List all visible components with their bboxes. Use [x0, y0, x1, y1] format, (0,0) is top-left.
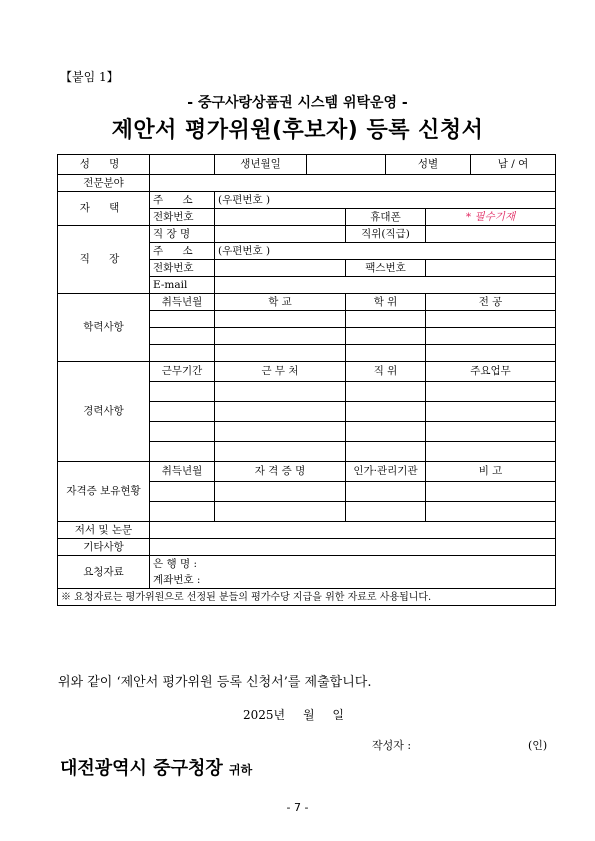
- etc-input[interactable]: [150, 539, 556, 556]
- cert-cell[interactable]: [426, 482, 556, 502]
- edu-cell[interactable]: [215, 345, 346, 362]
- application-form-table: [57, 154, 556, 606]
- career-cell[interactable]: [150, 382, 215, 402]
- row-home-address: [58, 192, 556, 209]
- mobile-required-note[interactable]: * 필수기재: [426, 209, 556, 226]
- cert-header-name: 자 격 증 명: [215, 462, 346, 482]
- edu-cell[interactable]: [150, 345, 215, 362]
- cert-cell[interactable]: [426, 502, 556, 522]
- request-label: 요청자료: [58, 556, 150, 589]
- career-cell[interactable]: [346, 382, 426, 402]
- row-papers: [58, 522, 556, 539]
- cert-cell[interactable]: [346, 482, 426, 502]
- papers-input[interactable]: [150, 522, 556, 539]
- bank-input[interactable]: 은 행 명 :: [150, 556, 556, 573]
- career-cell[interactable]: [150, 442, 215, 462]
- footnote: ※ 요청자료는 평가위원으로 선정된 분들의 평가수당 지급을 위한 자료로 사용됩니다.: [58, 589, 556, 606]
- gender-label: 성별: [386, 155, 471, 175]
- career-cell[interactable]: [215, 422, 346, 442]
- home-phone-input[interactable]: [215, 209, 346, 226]
- work-phone-label: 전화번호: [150, 260, 215, 277]
- cert-header-date: 취득년월: [150, 462, 215, 482]
- position-label: 직위(직급): [346, 226, 426, 243]
- cert-cell[interactable]: [150, 482, 215, 502]
- edu-header-degree: 학 위: [346, 294, 426, 311]
- career-header-position: 직 위: [346, 362, 426, 382]
- cert-cell[interactable]: [215, 482, 346, 502]
- row-name: [58, 155, 556, 175]
- career-cell[interactable]: [346, 442, 426, 462]
- account-input[interactable]: 계좌번호 :: [150, 572, 556, 589]
- career-cell[interactable]: [426, 442, 556, 462]
- row-cert-header: [58, 462, 556, 482]
- recipient-suffix: 귀하: [229, 763, 253, 777]
- edu-header-date: 취득년월: [150, 294, 215, 311]
- workplace-label: 직 장 명: [150, 226, 215, 243]
- career-cell[interactable]: [215, 442, 346, 462]
- cert-header-authority: 인가·관리기관: [346, 462, 426, 482]
- email-label: E-mail: [150, 277, 215, 294]
- home-label: 자 택: [58, 192, 150, 226]
- fax-input[interactable]: [426, 260, 556, 277]
- edu-header-major: 전 공: [426, 294, 556, 311]
- career-cell[interactable]: [426, 422, 556, 442]
- papers-label: 저서 및 논문: [58, 522, 150, 539]
- edu-header-school: 학 교: [215, 294, 346, 311]
- attachment-label: 【붙임 1】: [60, 70, 119, 84]
- edu-cell[interactable]: [346, 345, 426, 362]
- name-input[interactable]: [150, 155, 215, 175]
- edu-cell[interactable]: [426, 345, 556, 362]
- career-cell[interactable]: [150, 402, 215, 422]
- row-edu-header: [58, 294, 556, 311]
- row-workplace: [58, 226, 556, 243]
- edu-cell[interactable]: [346, 328, 426, 345]
- fax-label: 팩스번호: [346, 260, 426, 277]
- workplace-input[interactable]: [215, 226, 346, 243]
- seal-label: (인): [528, 739, 548, 752]
- position-input[interactable]: [426, 226, 556, 243]
- birth-label: 생년월일: [215, 155, 307, 175]
- edu-cell[interactable]: [150, 328, 215, 345]
- page-title: 제안서 평가위원(후보자) 등록 신청서: [111, 118, 484, 143]
- date-line: 2025년 월 일: [243, 708, 344, 722]
- gender-options[interactable]: 남 / 여: [471, 155, 556, 175]
- career-header-duty: 주요업무: [426, 362, 556, 382]
- career-cell[interactable]: [426, 402, 556, 422]
- specialty-label: 전문분야: [58, 175, 150, 192]
- edu-cell[interactable]: [215, 328, 346, 345]
- work-label: 직 장: [58, 226, 150, 294]
- home-address-input[interactable]: (우편번호 ): [215, 192, 556, 209]
- recipient-name: 대전광역시 중구청장: [60, 758, 223, 779]
- mobile-label: 휴대폰: [346, 209, 426, 226]
- career-header-company: 근 무 처: [215, 362, 346, 382]
- career-cell[interactable]: [346, 422, 426, 442]
- page-number: - 7 -: [286, 801, 309, 814]
- career-header-period: 근무기간: [150, 362, 215, 382]
- career-label: 경력사항: [58, 362, 150, 462]
- recipient: [60, 754, 252, 780]
- row-request: [58, 556, 556, 573]
- work-address-label: 주 소: [150, 243, 215, 260]
- email-input[interactable]: [215, 277, 556, 294]
- subtitle: - 중구사랑상품권 시스템 위탁운영 -: [187, 95, 408, 111]
- work-address-input[interactable]: (우편번호 ): [215, 243, 556, 260]
- cert-cell[interactable]: [346, 502, 426, 522]
- edu-cell[interactable]: [426, 311, 556, 328]
- home-phone-label: 전화번호: [150, 209, 215, 226]
- career-cell[interactable]: [426, 382, 556, 402]
- declaration-text: 위와 같이 ‘제안서 평가위원 등록 신청서’를 제출합니다.: [58, 675, 372, 690]
- edu-cell[interactable]: [346, 311, 426, 328]
- cert-cell[interactable]: [150, 502, 215, 522]
- row-career-header: [58, 362, 556, 382]
- row-footnote: [58, 589, 556, 606]
- birth-input[interactable]: [307, 155, 386, 175]
- edu-cell[interactable]: [426, 328, 556, 345]
- career-cell[interactable]: [150, 422, 215, 442]
- writer-label: 작성자 :: [372, 739, 412, 752]
- career-cell[interactable]: [215, 402, 346, 422]
- row-specialty: [58, 175, 556, 192]
- etc-label: 기타사항: [58, 539, 150, 556]
- cert-header-remarks: 비 고: [426, 462, 556, 482]
- specialty-input[interactable]: [150, 175, 556, 192]
- work-phone-input[interactable]: [215, 260, 346, 277]
- career-cell[interactable]: [215, 382, 346, 402]
- home-address-label: 주 소: [150, 192, 215, 209]
- edu-cell[interactable]: [150, 311, 215, 328]
- education-label: 학력사항: [58, 294, 150, 362]
- cert-label: 자격증 보유현황: [58, 462, 150, 522]
- cert-cell[interactable]: [215, 502, 346, 522]
- row-etc: [58, 539, 556, 556]
- edu-cell[interactable]: [215, 311, 346, 328]
- career-cell[interactable]: [346, 402, 426, 422]
- name-label: 성 명: [58, 155, 150, 175]
